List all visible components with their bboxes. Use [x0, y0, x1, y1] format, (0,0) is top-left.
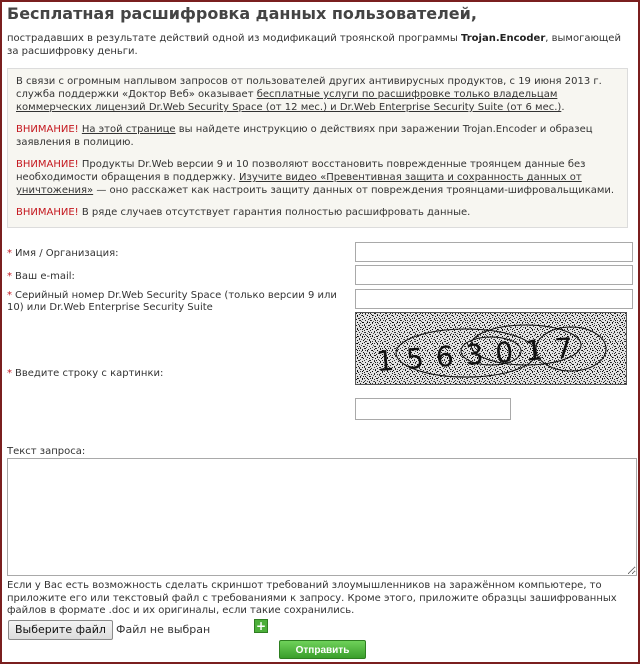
submit-button[interactable]: Отправить	[279, 640, 366, 659]
notice-text: — оно расскажет как настроить защиту данных от повреждения троянцами-шифровальщиками.	[93, 185, 615, 196]
request-textarea[interactable]	[7, 458, 637, 576]
notice-paragraph-4	[16, 206, 619, 219]
subtitle-trojan-name: Trojan.Encoder	[461, 33, 546, 44]
name-label-text: Имя / Организация:	[15, 248, 119, 259]
notice-paragraph-2	[16, 123, 619, 149]
request-label: Текст запроса:	[7, 446, 86, 457]
notice-text: В ряде случаев отсутствует гарантия полностью расшифровать данные.	[78, 207, 471, 218]
captcha-text: 1563017	[375, 330, 586, 379]
page-title: Бесплатная расшифровка данных пользователей,	[7, 4, 477, 23]
required-mark: *	[7, 368, 12, 379]
name-label	[7, 248, 119, 260]
warning-label: ВНИМАНИЕ!	[16, 159, 79, 170]
required-mark: *	[7, 290, 12, 301]
email-label	[7, 271, 75, 283]
notice-box	[7, 68, 628, 228]
serial-label	[7, 290, 352, 314]
captcha-label	[7, 368, 163, 380]
notice-text: Продукты Dr.Web версии 9 и 10 позволяют восстановить поврежденные троянцем данные без необходимости обращения в поддержку.	[16, 159, 586, 183]
file-status: Файл не выбран	[116, 623, 211, 636]
notice-paragraph-3	[16, 158, 619, 197]
attachment-hint: Если у Вас есть возможность сделать скриншот требований злоумышленников на заражённом компьютере, то приложите его или текстовый файл с требованиями к запросу. Кроме этого, приложите образцы зашифрованных файлов в формате .doc и их оригиналы, если такие сохранились.	[7, 580, 617, 616]
warning-label: ВНИМАНИЕ!	[16, 124, 79, 135]
required-mark: *	[7, 271, 12, 282]
notice-paragraph-1	[16, 75, 619, 114]
captcha-noise	[356, 313, 627, 385]
choose-file-button[interactable]: Выберите файл	[8, 620, 113, 640]
serial-input[interactable]	[355, 289, 633, 309]
page-subtitle	[7, 32, 627, 58]
required-mark: *	[7, 248, 12, 259]
name-input[interactable]	[355, 242, 633, 262]
email-input[interactable]	[355, 265, 633, 285]
captcha-image	[355, 312, 627, 385]
notice-text: вы найдете инструкцию о действиях при заражении Trojan.Encoder и образец заявления в полицию.	[16, 124, 593, 148]
add-file-icon[interactable]: +	[255, 619, 267, 633]
warning-label: ВНИМАНИЕ!	[16, 207, 79, 218]
captcha-label-text: Введите строку с картинки:	[15, 368, 164, 379]
notice-text: В связи с огромным наплывом запросов от пользователей других антивирусных продуктов, с 19 июня 2013 г. служба поддержки «Доктор Веб» оказывает	[16, 76, 602, 100]
serial-label-text: Серийный номер Dr.Web Security Space (только версии 9 или 10) или Dr.Web Enterprise Security Suite	[7, 290, 337, 313]
instructions-page-link[interactable]: На этой странице	[81, 124, 176, 135]
subtitle-end: , вымогающей за расшифровку деньги.	[7, 33, 621, 57]
subtitle-text: пострадавших в результате действий одной из модификаций троянской программы	[7, 33, 462, 44]
video-link[interactable]: Изучите видео «Превентивная защита и сохранность данных от уничтожения»	[16, 172, 582, 196]
email-label-text: Ваш e-mail:	[15, 271, 75, 282]
notice-text: .	[561, 102, 565, 113]
captcha-input[interactable]	[355, 398, 511, 420]
commercial-license-link[interactable]: бесплатные услуги по расшифровке только владельцам коммерческих лицензий Dr.Web Security Space (от 12 мес.) и Dr.Web Enterprise Security Suite (от 6 мес.)	[16, 89, 562, 113]
